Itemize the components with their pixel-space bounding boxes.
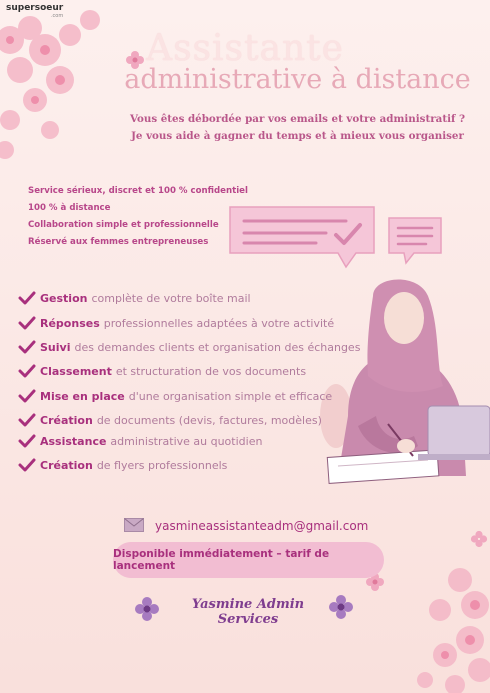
service-keyword: Assistance [40, 434, 107, 448]
service-item [18, 316, 334, 330]
checkmark-icon [18, 413, 36, 427]
service-keyword: Réponses [40, 316, 100, 330]
intro-line-2: Je vous aide à gagner du temps et à mieux vous organiser [131, 130, 464, 142]
service-item [18, 340, 360, 354]
checkmark-icon [18, 316, 36, 330]
service-description: administrative au quotidien [110, 434, 263, 448]
checkmark-icon [18, 389, 36, 403]
feature-3: Collaboration simple et professionnelle [28, 220, 219, 230]
service-description: de flyers professionnels [96, 458, 228, 472]
service-item [18, 389, 332, 403]
service-item [18, 413, 322, 427]
service-keyword: Création [40, 413, 93, 427]
envelope-icon [124, 518, 144, 532]
chat-bubble-large-icon [226, 203, 378, 273]
flower-small-right-icon [470, 530, 488, 548]
intro-line-1: Vous êtes débordée par vos emails et votre administratif ? [129, 113, 466, 125]
service-keyword: Gestion [40, 291, 88, 305]
feature-2: 100 % à distance [28, 203, 111, 213]
woman-laptop-illustration-icon [318, 276, 490, 491]
service-description: de documents (devis, factures, modèles) [96, 413, 322, 427]
service-item [18, 434, 262, 448]
service-description: d'une organisation simple et efficace [128, 389, 333, 403]
feature-4: Réservé aux femmes entrepreneuses [28, 237, 209, 247]
chat-bubble-small-icon [386, 215, 444, 267]
checkmark-icon [18, 458, 36, 472]
service-description: complète de votre boîte mail [91, 291, 251, 305]
brand-name: Yasmine Admin Services [191, 597, 305, 627]
contact-email[interactable]: yasmineassistanteadm@gmail.com [155, 519, 369, 533]
flower-right-brand-icon [328, 594, 354, 620]
logo-name: supersoeur [6, 3, 64, 13]
flower-left-brand-icon [134, 596, 160, 622]
flower-cluster-bottom-right-icon [400, 560, 490, 693]
checkmark-icon [18, 434, 36, 448]
title-ghost: Assistante [146, 28, 344, 69]
service-item [18, 458, 227, 472]
checkmark-icon [18, 340, 36, 354]
logo-domain: .com [50, 13, 64, 19]
service-description: et structuration de vos documents [115, 364, 307, 378]
availability-badge [113, 542, 384, 578]
service-keyword: Mise en place [40, 389, 125, 403]
availability-text: Disponible immédiatement – tarif de lancement [113, 548, 330, 572]
page-title: administrative à distance [124, 64, 471, 95]
feature-1: Service sérieux, discret et 100 % confidentiel [28, 186, 248, 196]
service-keyword: Classement [40, 364, 112, 378]
checkmark-icon [18, 364, 36, 378]
service-description: professionnelles adaptées à votre activité [103, 316, 335, 330]
service-description: des demandes clients et organisation des échanges [74, 340, 361, 354]
service-keyword: Création [40, 458, 93, 472]
service-keyword: Suivi [40, 340, 71, 354]
service-item [18, 364, 306, 378]
checkmark-icon [18, 291, 36, 305]
service-item [18, 291, 251, 305]
